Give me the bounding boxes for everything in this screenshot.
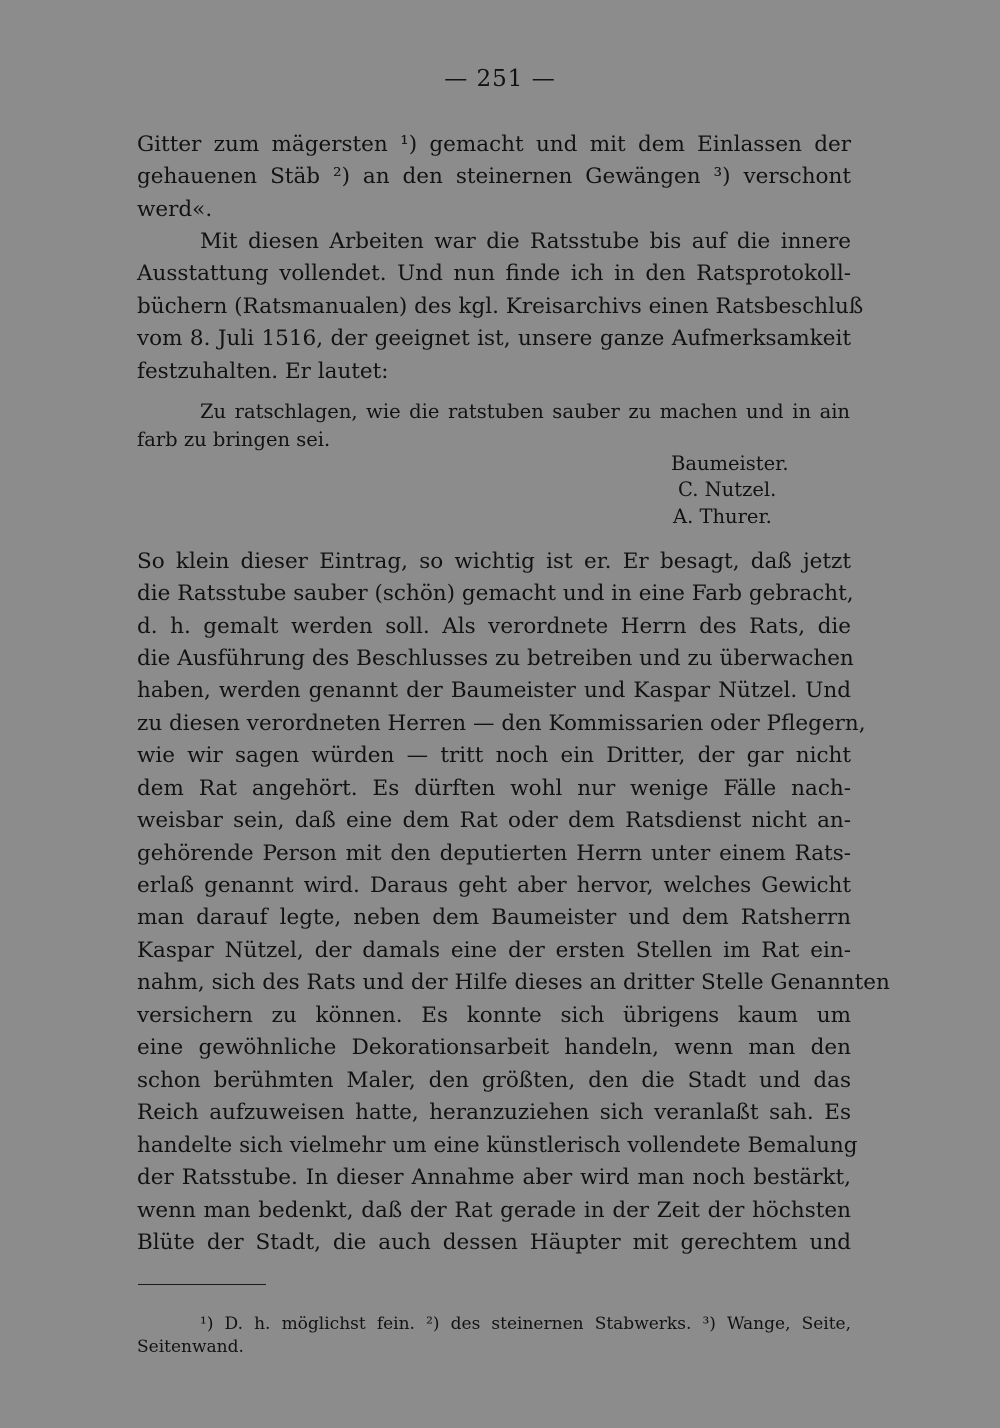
text-line: weisbar sein, daß eine dem Rat oder dem Ratsdienst nicht an- — [137, 808, 851, 833]
footnote-continuation: Seitenwand. — [137, 1337, 244, 1357]
text-line: versichern zu können. Es konnte sich übrigens kaum um — [137, 1003, 851, 1028]
text-line: Reich aufzuweisen hatte, heranzuziehen sich veranlaßt sah. Es — [137, 1100, 851, 1125]
text-line: zu diesen verordneten Herren — den Kommissarien oder Pflegern, — [137, 711, 866, 736]
text-line: Mit diesen Arbeiten war die Ratsstube bis auf die innere — [200, 229, 851, 254]
text-line: wie wir sagen würden — tritt noch ein Dritter, der gar nicht — [137, 743, 851, 768]
text-line: nahm, sich des Rats und der Hilfe dieses an dritter Stelle Genannten — [137, 970, 890, 995]
text-line: d. h. gemalt werden soll. Als verordnete Herrn des Rats, die — [137, 614, 851, 639]
text-line: erlaß genannt wird. Daraus geht aber hervor, welches Gewicht — [137, 873, 851, 898]
text-line: der Ratsstube. In dieser Annahme aber wird man noch bestärkt, — [137, 1165, 851, 1190]
text-line: haben, werden genannt der Baumeister und Kaspar Nützel. Und — [137, 678, 851, 703]
text-line: dem Rat angehört. Es dürften wohl nur wenige Fälle nach- — [137, 776, 851, 801]
text-line: die Ausführung des Beschlusses zu betreiben und zu überwachen — [137, 646, 854, 671]
footnote-3: ³) Wange, Seite, — [702, 1314, 852, 1334]
footnote-1: ¹) D. h. möglichst fein. — [200, 1314, 415, 1334]
text-line: man darauf legte, neben dem Baumeister und dem Ratsherrn — [137, 905, 851, 930]
text-line: gehörende Person mit den deputierten Herrn unter einem Rats- — [137, 841, 851, 866]
text-line: gehauenen Stäb ²) an den steinernen Gewängen ³) verschont — [137, 164, 851, 189]
footnote-2: ²) des steinernen Stabwerks. — [426, 1314, 692, 1334]
text-line: So klein dieser Eintrag, so wichtig ist er. Er besagt, daß jetzt — [137, 549, 851, 574]
footnote-line — [200, 1313, 851, 1336]
text-line: vom 8. Juli 1516, der geeignet ist, unsere ganze Aufmerksamkeit — [137, 326, 851, 351]
text-line: Ausstattung vollendet. Und nun finde ich in den Ratsprotokoll- — [137, 261, 851, 286]
signatory: A. Thurer. — [673, 505, 772, 528]
text-line: Kaspar Nützel, der damals eine der ersten Stellen im Rat ein- — [137, 938, 851, 963]
text-line: Gitter zum mägersten ¹) gemacht und mit dem Einlassen der — [137, 132, 851, 157]
text-line: die Ratsstube sauber (schön) gemacht und in eine Farb gebracht, — [137, 581, 854, 606]
text-line: schon berühmten Maler, den größten, den die Stadt und das — [137, 1068, 851, 1093]
signatory: C. Nutzel. — [678, 478, 777, 501]
text-line: handelte sich vielmehr um eine künstlerisch vollendete Bemalung — [137, 1133, 858, 1158]
text-line: festzuhalten. Er lautet: — [137, 359, 389, 384]
text-line: werd«. — [137, 197, 213, 222]
text-line: Blüte der Stadt, die auch dessen Häupter mit gerechtem und — [137, 1230, 851, 1255]
page-number: — 251 — — [444, 66, 556, 92]
signatory: Baumeister. — [671, 452, 789, 475]
text-line: wenn man bedenkt, daß der Rat gerade in der Zeit der höchsten — [137, 1198, 851, 1223]
quote-line: farb zu bringen sei. — [137, 428, 331, 451]
text-line: büchern (Ratsmanualen) des kgl. Kreisarchivs einen Ratsbeschluß — [137, 294, 864, 319]
quote-line: Zu ratschlagen, wie die ratstuben sauber zu machen und in ain — [200, 400, 850, 423]
text-line: eine gewöhnliche Dekorationsarbeit handeln, wenn man den — [137, 1035, 851, 1060]
footnote-divider — [138, 1284, 266, 1285]
